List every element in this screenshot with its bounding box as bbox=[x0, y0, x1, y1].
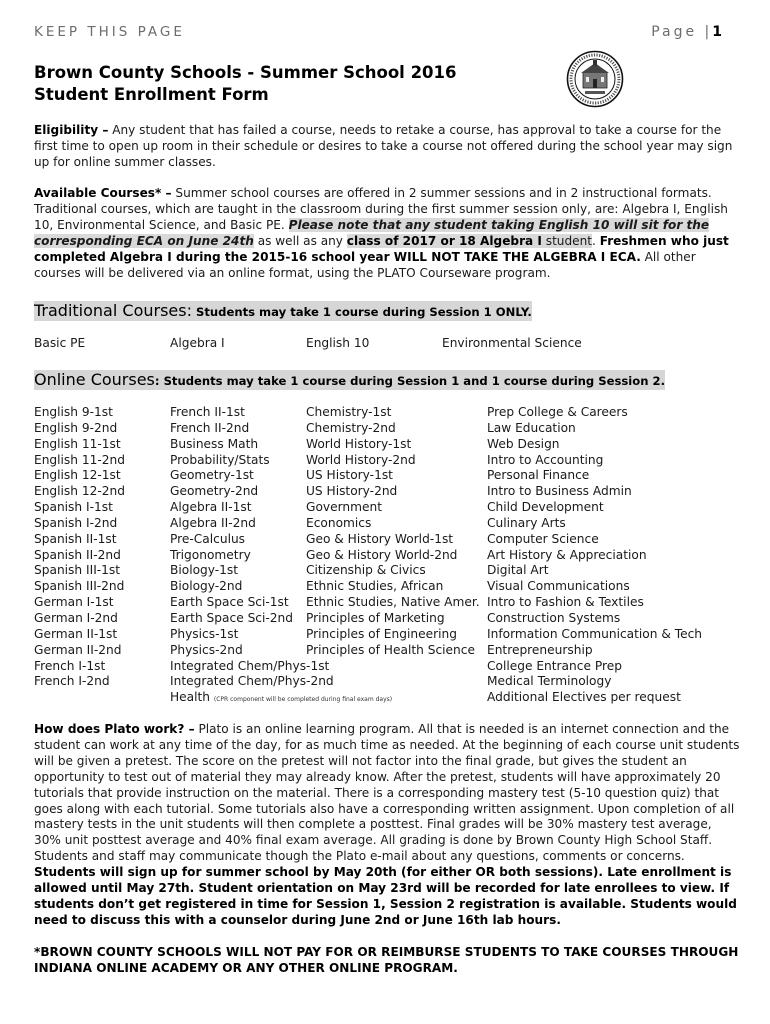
plato-text: Plato is an online learning program. All that is needed is an internet connection and the student can work at any time of the day, for as much time as needed. At the beginning of each course unit students will be given a pretest. The score on the pretest will not factor into the final grade, but gives the student an opportunity to test out of material they may already know. After the pretest, students will have approximately 20 tutorials that provide instruction on the material. There is a corresponding mastery test (5-10 question quiz) that goes along with each tutorial. Some tutorials also have a corresponding written assignment. Upon completion of all mastery tests in the unit students will then complete a posttest. Final grades will be 30% mastery test average, 30% unit posttest average and 40% final exam average. All grading is done by Brown County High School Staff. Students and staff may communicate though the Plato e-mail about any questions, comments or concerns. bbox=[34, 722, 740, 864]
online-course: Geo & History World-1st bbox=[306, 531, 454, 546]
available-courses-label: Available Courses* – bbox=[34, 186, 172, 200]
online-course: Integrated Chem/Phys-1st bbox=[170, 658, 330, 673]
online-course: Intro to Accounting bbox=[487, 452, 604, 467]
online-course: Ethnic Studies, African bbox=[306, 579, 444, 594]
online-course: Trigonometry bbox=[170, 547, 251, 562]
online-course: Integrated Chem/Phys-2nd bbox=[170, 674, 334, 689]
online-course: Algebra II-1st bbox=[170, 500, 252, 515]
online-courses-column-3 bbox=[306, 405, 480, 659]
page-label: Page | bbox=[651, 24, 713, 40]
online-course: French II-1st bbox=[170, 405, 245, 419]
online-course: Geometry-1st bbox=[170, 468, 254, 483]
form-title bbox=[34, 62, 457, 106]
online-course: Intro to Business Admin bbox=[487, 484, 632, 499]
online-course: Personal Finance bbox=[487, 468, 590, 483]
online-course: Web Design bbox=[487, 436, 560, 451]
online-course: Earth Space Sci-1st bbox=[170, 595, 289, 610]
available-text-1: Summer school courses are offered in 2 summer sessions and in 2 instructional formats. Traditional courses, which are taught in the classroom during the first summer session only, are: Algebra I, English 10, Environmental Science, and Basic PE. bbox=[34, 186, 728, 232]
online-course: Pre-Calculus bbox=[170, 531, 246, 546]
title-line-2: Student Enrollment Form bbox=[34, 85, 269, 104]
online-course: Visual Communications bbox=[487, 579, 630, 594]
traditional-course-3: English 10 bbox=[306, 336, 370, 350]
available-text-4: All other courses will be delivered via an online format, using the PLATO Courseware program. bbox=[34, 249, 696, 280]
traditional-heading-note: Students may take 1 course during Session 1 ONLY. bbox=[191, 305, 532, 319]
health-cpr-note: (CPR component will be completed during final exam days) bbox=[213, 696, 393, 704]
online-course: Biology-1st bbox=[170, 563, 239, 578]
online-course: Spanish I-1st bbox=[34, 500, 113, 515]
online-course: Biology-2nd bbox=[170, 579, 243, 594]
reimbursement-disclaimer: *BROWN COUNTY SCHOOLS WILL NOT PAY FOR OR REIMBURSE STUDENTS TO TAKE COURSES THROUGH INDIANA ONLINE ACADEMY OR ANY OTHER ONLINE PROGRAM. bbox=[34, 945, 739, 975]
online-course: Spanish III-1st bbox=[34, 563, 121, 578]
online-course: Government bbox=[306, 500, 383, 515]
online-course: Ethnic Studies, Native Amer. bbox=[306, 595, 480, 610]
online-course: French I-2nd bbox=[34, 674, 110, 689]
online-course: English 12-1st bbox=[34, 468, 121, 483]
available-text-2: as well as any bbox=[253, 233, 347, 248]
online-course: Additional Electives per request bbox=[487, 690, 681, 705]
online-course: Chemistry-2nd bbox=[306, 420, 396, 435]
online-course: Physics-1st bbox=[170, 626, 239, 641]
online-course: Culinary Arts bbox=[487, 515, 566, 530]
online-course: Information Communication & Tech bbox=[487, 626, 703, 641]
online-course: Physics-2nd bbox=[170, 642, 243, 657]
eligibility-label: Eligibility – bbox=[34, 123, 109, 137]
online-courses-column-1 bbox=[34, 405, 125, 690]
online-courses-heading bbox=[34, 370, 665, 390]
online-course: Principles of Marketing bbox=[306, 610, 445, 625]
online-course: Child Development bbox=[487, 500, 604, 515]
traditional-course-2: Algebra I bbox=[170, 336, 225, 350]
eligibility-text: Any student that has failed a course, needs to retake a course, has approval to take a course for the first time to open up room in their schedule or desires to take a course not offered during the school year may sign up for online summer classes. bbox=[34, 123, 733, 169]
page-number bbox=[651, 24, 722, 40]
title-line-1: Brown County Schools - Summer School 2016 bbox=[34, 63, 457, 82]
online-course: Prep College & Careers bbox=[487, 405, 628, 419]
eligibility-paragraph bbox=[34, 123, 742, 171]
online-courses-column-4 bbox=[487, 405, 702, 706]
online-heading-label: Online Courses bbox=[34, 370, 155, 389]
online-course: Earth Space Sci-2nd bbox=[170, 610, 294, 625]
algebra-class-highlight: class of 2017 or 18 Algebra I bbox=[346, 233, 542, 248]
eca-note-highlight: Please note that any student taking English 10 will sit for the corresponding ECA on June 24th bbox=[34, 217, 710, 248]
online-course: Computer Science bbox=[487, 531, 599, 546]
online-course: Algebra II-2nd bbox=[170, 515, 256, 530]
online-course: Art History & Appreciation bbox=[487, 547, 647, 562]
plato-enrollment-deadlines: Students will sign up for summer school by May 20th (for either OR both sessions). Late enrollment is allowed until May 27th. Student orientation on May 23rd will be recorded for late enrollees to view. If students don’t get registered in time for Session 1, Session 2 registration is available. Students would need to discuss this with a counselor during June 2nd or June 16th lab hours. bbox=[34, 865, 737, 927]
online-course: German I-2nd bbox=[34, 610, 118, 625]
online-course: Principles of Engineering bbox=[306, 626, 457, 641]
online-course: Citizenship & Civics bbox=[306, 563, 426, 578]
online-course: Health bbox=[170, 690, 211, 705]
online-course: French II-2nd bbox=[170, 420, 250, 435]
available-courses-paragraph bbox=[34, 186, 742, 281]
online-course: Probability/Stats bbox=[170, 452, 270, 467]
online-heading-note: : Students may take 1 course during Session 1 and 1 course during Session 2. bbox=[154, 374, 665, 388]
page-number-value: 1 bbox=[712, 24, 722, 40]
online-course: US History-1st bbox=[306, 468, 393, 483]
online-course: French I-1st bbox=[34, 658, 106, 673]
online-course: Business Math bbox=[170, 436, 259, 451]
traditional-course-1: Basic PE bbox=[34, 336, 86, 350]
online-course: College Entrance Prep bbox=[487, 658, 622, 673]
online-course: Economics bbox=[306, 515, 372, 530]
online-course: English 12-2nd bbox=[34, 484, 126, 499]
online-course: Spanish I-2nd bbox=[34, 515, 118, 530]
online-course: Law Education bbox=[487, 420, 576, 435]
online-course: English 9-1st bbox=[34, 405, 113, 419]
online-course: Spanish II-1st bbox=[34, 531, 117, 546]
online-course: Spanish III-2nd bbox=[34, 579, 125, 594]
plato-paragraph bbox=[34, 722, 742, 929]
keep-this-page-label: KEEP THIS PAGE bbox=[34, 24, 185, 40]
student-highlight: student bbox=[541, 233, 592, 248]
online-course: Principles of Health Science bbox=[306, 642, 475, 657]
online-course: German II-2nd bbox=[34, 642, 122, 657]
available-text-3: . bbox=[592, 233, 600, 248]
online-course: Entrepreneurship bbox=[487, 642, 593, 657]
online-course: Medical Terminology bbox=[487, 674, 612, 689]
online-course: Chemistry-1st bbox=[306, 405, 392, 419]
brown-county-seal-icon bbox=[566, 50, 624, 108]
online-course: German I-1st bbox=[34, 595, 114, 610]
online-course: Geo & History World-2nd bbox=[306, 547, 458, 562]
page-header bbox=[34, 24, 736, 44]
traditional-course-4: Environmental Science bbox=[442, 336, 582, 350]
traditional-heading-label: Traditional Courses: bbox=[34, 301, 192, 320]
online-course: Intro to Fashion & Textiles bbox=[487, 595, 644, 610]
traditional-courses-heading bbox=[34, 301, 532, 321]
plato-label: How does Plato work? – bbox=[34, 722, 195, 736]
online-course: Spanish II-2nd bbox=[34, 547, 121, 562]
online-course: English 11-2nd bbox=[34, 452, 126, 467]
online-course: Construction Systems bbox=[487, 610, 621, 625]
health-course-row bbox=[170, 690, 392, 706]
online-course: German II-1st bbox=[34, 626, 118, 641]
online-course: US History-2nd bbox=[306, 484, 398, 499]
online-course: Digital Art bbox=[487, 563, 549, 578]
online-course: World History-2nd bbox=[306, 452, 416, 467]
freshmen-eca-note: Freshmen who just completed Algebra I during the 2015-16 school year WILL NOT TAKE THE ALGEBRA I ECA. bbox=[34, 233, 729, 264]
online-course: Geometry-2nd bbox=[170, 484, 259, 499]
online-course: English 11-1st bbox=[34, 436, 121, 451]
online-course: English 9-2nd bbox=[34, 420, 118, 435]
online-course: World History-1st bbox=[306, 436, 412, 451]
